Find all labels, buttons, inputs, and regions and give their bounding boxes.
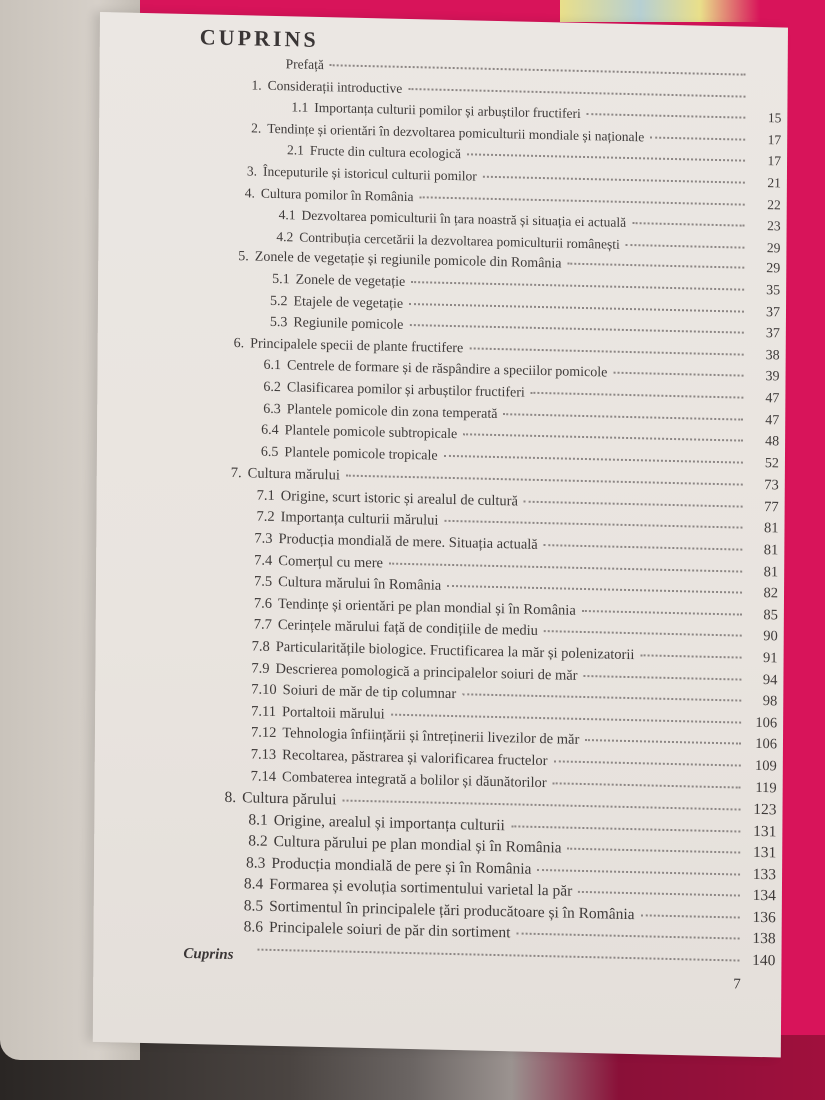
toc-entry-page: 37 xyxy=(765,326,780,342)
dot-leader xyxy=(553,782,741,788)
dot-leader xyxy=(537,869,740,876)
page-title: CUPRINS xyxy=(199,24,319,52)
toc-entry-number: 8.6 xyxy=(243,918,264,936)
toc-entry-number: 6.5 xyxy=(260,444,279,460)
dot-leader xyxy=(585,739,741,745)
dot-leader xyxy=(467,154,745,162)
toc-entry-page: 109 xyxy=(755,757,777,775)
dot-leader xyxy=(531,392,744,399)
toc-entry-page: 131 xyxy=(753,822,777,841)
toc-entry-number: 7.8 xyxy=(251,638,270,655)
toc-entry-title: Producția mondială de pere și în România xyxy=(271,854,532,878)
dot-leader xyxy=(582,610,742,616)
dot-leader xyxy=(584,675,742,681)
toc-entry-number: 7. xyxy=(230,465,242,482)
dot-leader xyxy=(444,520,742,529)
toc-entry-title: Considerații introductive xyxy=(267,77,403,96)
toc-entry-title: Portaltoii mărului xyxy=(281,703,385,723)
dot-leader xyxy=(391,713,741,723)
toc-entry-page xyxy=(751,100,781,101)
toc-entry-number: 7.11 xyxy=(251,703,277,720)
toc-entry-title: Tendințe și orientări pe plan mondial și în România xyxy=(277,595,576,619)
page-number: 7 xyxy=(733,976,741,993)
toc-entry-number: 6.2 xyxy=(263,379,281,396)
dot-leader xyxy=(568,848,741,854)
toc-entry-page: 21 xyxy=(767,175,781,191)
dot-leader xyxy=(483,176,745,184)
dot-leader xyxy=(409,324,743,334)
toc-entry-page: 123 xyxy=(753,801,777,819)
toc-entry-title: Cerințele mărului față de condițiile de mediu xyxy=(277,617,539,640)
toc-entry-number: 8.3 xyxy=(246,854,266,872)
dot-leader xyxy=(463,433,743,441)
toc-entry-number: 7.2 xyxy=(256,509,275,526)
toc-entry-page: 90 xyxy=(763,628,778,645)
dot-leader xyxy=(330,64,746,75)
toc-entry-page: 82 xyxy=(763,585,779,602)
toc-entry-title: Origine, arealul și importanța culturii xyxy=(273,811,505,834)
dot-leader xyxy=(511,825,740,832)
toc-entry-title: Începuturile și istoricul culturii pomilor xyxy=(262,163,477,184)
toc-entry-title: Importanța culturii mărului xyxy=(280,509,439,530)
toc-entry-page: 77 xyxy=(764,498,779,516)
toc-entry-page: 138 xyxy=(752,930,776,948)
toc-entry-title: Cultura pomilor în România xyxy=(260,185,414,204)
toc-entry-title: Contribuția cercetării la dezvoltarea pomiculturii românești xyxy=(299,229,620,252)
toc-entry-page: 35 xyxy=(766,283,781,299)
toc-entry-number: 7.1 xyxy=(256,487,275,504)
toc-entry-title: Zonele de vegetație xyxy=(295,272,406,290)
toc-entry-number: 5. xyxy=(238,249,249,265)
toc-entry-number: 6.1 xyxy=(263,358,282,374)
toc-entry-page: 136 xyxy=(752,908,776,927)
toc-entry-title: Recoltarea, păstrarea și valorificarea fructelor xyxy=(282,747,548,770)
toc-entry-title: Plantele pomicole din zona temperată xyxy=(286,401,498,422)
toc-entry-number: 7.13 xyxy=(250,746,277,764)
toc-entry-title: Plantele pomicole tropicale xyxy=(284,444,438,464)
toc-entry-page: 29 xyxy=(766,261,781,277)
toc-entry-number: 7.6 xyxy=(253,595,273,612)
dot-leader xyxy=(411,281,744,291)
toc-entry-page: 29 xyxy=(766,239,781,256)
dot-leader xyxy=(626,244,745,249)
toc-entry-page: 98 xyxy=(762,693,778,710)
running-title: Cuprins xyxy=(183,945,234,964)
dot-leader xyxy=(640,654,741,658)
toc-entry-number: 7.4 xyxy=(254,552,273,569)
toc-entry-title: Producția mondială de mere. Situația actuală xyxy=(278,531,538,554)
toc-entry-title: Prefață xyxy=(285,56,324,73)
toc-entry-title: Dezvoltarea pomiculturii în țara noastră și situația ei actuală xyxy=(301,207,627,231)
toc-entry-number: 7.12 xyxy=(250,724,277,742)
toc-entry-page: 94 xyxy=(762,671,778,689)
dot-leader xyxy=(419,196,744,205)
toc-entry-page: 15 xyxy=(767,110,782,126)
toc-entry-title: Principalele specii de plante fructifere xyxy=(250,336,464,356)
toc-entry-title: Descrierea pomologică a principalelor soiuri de măr xyxy=(275,660,578,684)
dot-leader xyxy=(524,501,743,508)
toc-entry-number: 8.1 xyxy=(248,811,268,829)
toc-entry-number: 7.5 xyxy=(253,573,273,591)
toc-entry-number: 8.5 xyxy=(243,896,264,915)
toc-entry-page: 23 xyxy=(767,218,781,234)
toc-entry-title: Clasificarea pomilor și arbuștilor fructiferi xyxy=(286,380,525,401)
toc-entry-page: 106 xyxy=(755,714,778,732)
dot-leader xyxy=(342,800,740,811)
toc-entry-number: 7.9 xyxy=(251,660,270,677)
toc-entry-title: Zonele de vegetație și regiunile pomicole din România xyxy=(254,249,562,272)
toc-entry-number: 7.3 xyxy=(254,530,273,547)
dot-leader xyxy=(568,263,745,269)
toc-entry-page: 73 xyxy=(764,477,779,494)
toc-entry-page: 52 xyxy=(764,455,779,472)
book-page xyxy=(93,12,788,1057)
dot-leader xyxy=(641,914,740,918)
toc-entry-page: 106 xyxy=(755,736,778,753)
toc-entry-number: 6. xyxy=(233,335,245,351)
toc-entry-title: Origine, scurt istoric și arealul de cultură xyxy=(280,487,518,510)
toc-entry-number: 7.10 xyxy=(251,681,277,699)
toc-entry-title: Fructe din cultura ecologică xyxy=(309,143,462,162)
toc-entry-page: 131 xyxy=(752,844,777,862)
toc-entry-title: Centrele de formare și de răspândire a speciilor pomicole xyxy=(287,358,608,381)
toc-entry-page: 39 xyxy=(765,369,780,385)
toc-entry-number: 7.7 xyxy=(253,616,272,634)
toc-entry-page: 37 xyxy=(765,304,781,320)
dot-leader xyxy=(632,222,745,227)
dot-leader xyxy=(409,303,744,313)
toc-entry-page: 119 xyxy=(755,779,777,796)
toc-entry-page: 133 xyxy=(752,865,777,884)
toc-entry-page xyxy=(752,79,782,80)
toc-entry-number: 5.2 xyxy=(269,293,288,309)
toc-entry-page: 47 xyxy=(765,412,780,428)
dot-leader xyxy=(257,948,739,961)
toc-entry-number: 5.1 xyxy=(272,271,290,288)
toc-entry-number: 3. xyxy=(246,163,258,179)
toc-entry-title: Formarea și evoluția sortimentului varietal la păr xyxy=(269,876,573,900)
dot-leader xyxy=(613,372,743,377)
dot-leader xyxy=(389,562,742,572)
toc-entry-title: Tendințe și orientări în dezvoltarea pomiculturii mondiale și naționale xyxy=(267,120,645,145)
toc-entry-title: Tehnologia înființării și întreținerii livezilor de măr xyxy=(282,725,580,749)
toc-entry-number: 6.3 xyxy=(263,401,281,417)
toc-entry-number: 4.2 xyxy=(276,228,294,245)
toc-entry-title: Regiunile pomicole xyxy=(293,315,404,334)
dot-leader xyxy=(544,631,742,637)
dot-leader xyxy=(578,891,740,897)
toc-entry-title: Etajele de vegetație xyxy=(293,293,404,312)
toc-entry-page: 81 xyxy=(763,520,779,537)
toc-entry-number: 1.1 xyxy=(291,99,309,115)
toc-entry-number: 4.1 xyxy=(278,207,296,223)
dot-leader xyxy=(516,933,739,940)
toc-entry-title: Sortimentul în principalele țări producătoare și în România xyxy=(269,897,635,923)
toc-entry-number: 7.14 xyxy=(250,768,277,785)
toc-entry-page: 17 xyxy=(767,153,782,169)
dot-leader xyxy=(447,585,742,594)
toc-entry-page: 38 xyxy=(765,347,780,364)
toc-entry-page: 47 xyxy=(765,391,780,407)
toc-entry-title: Plantele pomicole subtropicale xyxy=(284,423,458,443)
toc-entry-title: Particularitățile biologice. Fructificarea la măr și polenizatorii xyxy=(275,639,635,664)
toc-entry-number: 8.2 xyxy=(248,832,268,851)
dot-leader xyxy=(462,693,741,701)
dot-leader xyxy=(650,136,745,140)
toc-entry-title: Principalele soiuri de păr din sortiment xyxy=(268,919,511,942)
toc-entry-page: 48 xyxy=(765,434,780,450)
toc-entry-page: 134 xyxy=(752,887,776,905)
toc-entry-page: 81 xyxy=(763,542,779,559)
toc-entry-title: Soiuri de măr de tip columnar xyxy=(282,682,457,703)
toc-entry-number: 6.4 xyxy=(261,422,279,439)
toc-entry-page: 22 xyxy=(767,196,781,213)
toc-entry-page: 140 xyxy=(752,951,776,970)
toc-entry-title: Cultura părului pe plan mondial și în România xyxy=(273,833,562,857)
toc-entry-number: 8.4 xyxy=(243,875,264,893)
toc-entry-title: Cultura mărului în România xyxy=(278,574,442,595)
toc-entry-page: 85 xyxy=(763,606,778,624)
dot-leader xyxy=(408,88,745,98)
toc-entry-number: 8. xyxy=(224,789,237,807)
toc-entry-number: 4. xyxy=(244,184,255,201)
toc-entry-number: 5.3 xyxy=(269,314,288,331)
toc-entry-title: Combaterea integrată a bolilor și dăunătorilor xyxy=(282,768,547,791)
toc-entry-number: 1. xyxy=(251,77,262,93)
toc-entry-title: Importanța culturii pomilor și arbuștilor fructiferi xyxy=(314,100,581,122)
toc-entry-title: Comerțul cu mere xyxy=(278,552,384,572)
toc-entry-page: 17 xyxy=(767,131,782,148)
dot-leader xyxy=(587,113,746,119)
toc-entry-title: Cultura mărului xyxy=(247,465,340,484)
dot-leader xyxy=(346,475,743,486)
dot-leader xyxy=(469,347,743,355)
toc-entry-number: 2.1 xyxy=(287,142,304,159)
toc-entry-page: 91 xyxy=(763,650,778,667)
background-fabric xyxy=(560,0,760,22)
toc-entry-number: 2. xyxy=(251,120,262,136)
dot-leader xyxy=(444,454,743,463)
dot-leader xyxy=(544,544,743,551)
toc-entry-page: 81 xyxy=(763,563,779,581)
toc-entry-title: Cultura părului xyxy=(242,789,337,809)
table-of-contents xyxy=(185,54,781,973)
dot-leader xyxy=(503,413,743,420)
dot-leader xyxy=(553,760,740,766)
